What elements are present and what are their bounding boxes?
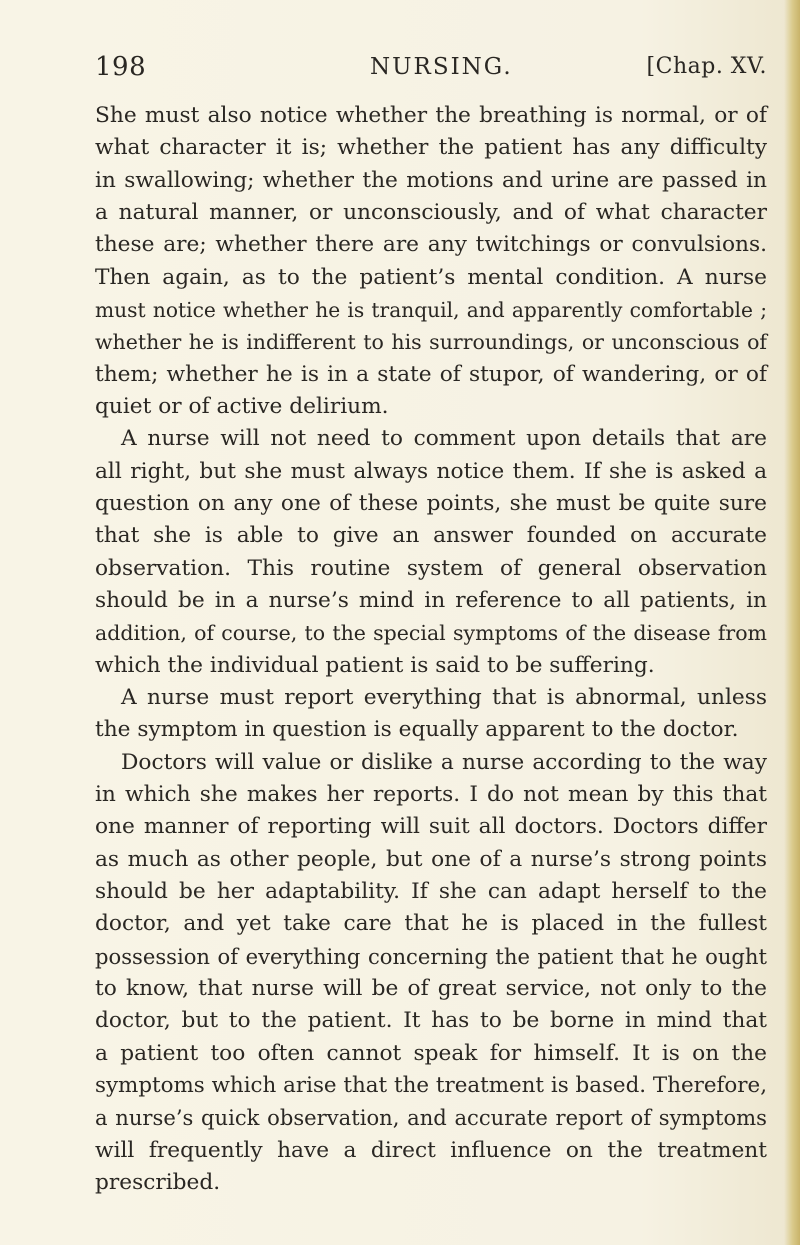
text-line: will frequently have a direct influence on the treatment [95,1137,767,1163]
text-line: Then again, as to the patient’s mental condition. A nurse [95,264,767,290]
text-line: one manner of reporting will suit all doctors. Doctors differ [95,814,767,840]
text-line: Doctors will value or dislike a nurse according to the way [121,749,767,775]
text-line: must notice whether he is tranquil, and apparently comfortable ; [95,297,767,322]
text-line: which the individual patient is said to be suffering. [95,652,655,678]
text-line: to know, that nurse will be of great service, not only to the [95,975,767,1001]
text-line: doctor, and yet take care that he is placed in the fullest [95,911,767,937]
text-line: these are; whether there are any twitchings or convulsions. [95,232,767,258]
running-head [95,52,767,86]
text-line: symptoms which arise that the treatment is based. Therefore, [95,1072,767,1098]
text-line: in which she makes her reports. I do not mean by this that [95,781,767,807]
text-line: a nurse’s quick observation, and accurate report of symptoms [95,1105,767,1131]
text-line: A nurse must report everything that is abnormal, unless [121,684,767,710]
text-line: observation. This routine system of general observation [95,555,767,581]
text-line: them; whether he is in a state of stupor, of wandering, or of [95,361,767,387]
text-line: that she is able to give an answer founded on accurate [95,523,767,549]
text-line: a patient too often cannot speak for himself. It is on the [95,1040,767,1066]
page-edge [784,0,800,1245]
text-line: all right, but she must always notice them. If she is asked a [95,458,767,484]
text-line: as much as other people, but one of a nurse’s strong points [95,846,767,872]
text-line: in swallowing; whether the motions and urine are passed in [95,167,767,193]
text-line: quiet or of active delirium. [95,393,389,419]
text-line: what character it is; whether the patient has any difficulty [95,135,767,161]
body-text [95,100,767,1199]
text-line: possession of everything concerning the patient that he ought [95,943,767,969]
text-line: She must also notice whether the breathing is normal, or of [95,103,767,128]
text-line: whether he is indifferent to his surroundings, or unconscious of [95,330,767,355]
text-line: question on any one of these points, she must be quite sure [95,490,767,516]
text-line: a natural manner, or unconsciously, and of what character [95,199,767,225]
chapter-reference: [Chap. XV. [646,54,767,79]
text-line: prescribed. [95,1169,221,1195]
text-line: the symptom in question is equally apparent to the doctor. [95,717,739,743]
running-title: NURSING. [370,54,513,80]
text-line: should be in a nurse’s mind in reference to all patients, in [95,587,767,613]
text-line: A nurse will not need to comment upon details that are [121,426,767,452]
text-line: addition, of course, to the special symptoms of the disease from [95,621,767,646]
text-line: doctor, but to the patient. It has to be borne in mind that [95,1008,767,1034]
page-number: 198 [95,52,147,82]
text-line: should be her adaptability. If she can adapt herself to the [95,878,767,904]
